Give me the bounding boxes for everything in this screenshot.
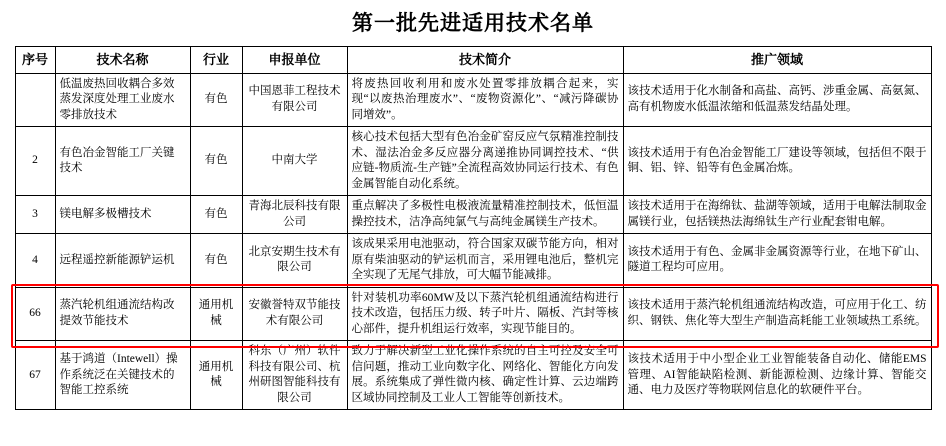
cell-desc: 核心技术包括大型有色冶金矿窑反应气氛精准控制技术、湿法冶金多反应器分离递推协同调控技术、“供应链-物质流-生产链”全流程高效协同运行技术、有色金属智能自动化系统。 (347, 127, 623, 196)
cell-name: 远程遥控新能源铲运机 (55, 234, 190, 288)
cell-industry: 有色 (190, 196, 242, 234)
cell-unit: 青海北辰科技有限公司 (242, 196, 347, 234)
table-row (15, 341, 931, 410)
cell-area: 该技术适用于化水制备和高盐、高钙、涉重金属、高氨氮、高有机物废水低温浓缩和低温蒸发结晶处理。 (623, 73, 931, 127)
table-row-highlighted (15, 287, 931, 341)
cell-industry: 有色 (190, 127, 242, 196)
col-header-area: 推广领域 (623, 47, 931, 74)
cell-name: 基于鸿道（Intewell）操作系统泛在关键技术的智能工控系统 (55, 341, 190, 410)
cell-area: 该技术适用于在海绵钛、盐湖等领域，适用于电解法制取金属镁行业，包括镁热法海绵钛生产行业配套钳电解。 (623, 196, 931, 234)
cell-industry: 通用机械 (190, 287, 242, 341)
cell-unit: 中国恩菲工程技术有限公司 (242, 73, 347, 127)
cell-num: 4 (15, 234, 55, 288)
cell-num: 67 (15, 341, 55, 410)
cell-area: 该技术适用于有色、金属非金属资源等行业，在地下矿山、隧道工程均可应用。 (623, 234, 931, 288)
tech-list-table (15, 46, 932, 410)
cell-industry: 通用机械 (190, 341, 242, 410)
cell-unit: 北京安期生技术有限公司 (242, 234, 347, 288)
cell-num: 66 (15, 287, 55, 341)
cell-desc: 将废热回收利用和废水处置零排放耦合起来，实现“以废热治理废水”、“废物资源化”、“减污降碳协同增效”。 (347, 73, 623, 127)
cell-name: 有色冶金智能工厂关键技术 (55, 127, 190, 196)
cell-desc: 针对装机功率60MW及以下蒸汽轮机组通流结构进行技术改造，包括压力级、转子叶片、隔板、汽封等核心部件，提升机组运行效率，实现节能目的。 (347, 287, 623, 341)
table-row (15, 127, 931, 196)
cell-area: 该技术适用于有色冶金智能工厂建设等领域，包括但不限于铜、铝、锌、铅等有色金属冶炼。 (623, 127, 931, 196)
cell-area: 该技术适用于蒸汽轮机组通流结构改造，可应用于化工、纺织、钢铁、焦化等大型生产制造高耗能工业领域热工系统。 (623, 287, 931, 341)
cell-name: 蒸汽轮机组通流结构改提效节能技术 (55, 287, 190, 341)
cell-unit: 科东（广州）软件科技有限公司、杭州研图智能科技有限公司 (242, 341, 347, 410)
col-header-desc: 技术简介 (347, 47, 623, 74)
cell-unit: 中南大学 (242, 127, 347, 196)
cell-desc: 重点解决了多极性电极液流量精准控制技术，低恒温操控技术，洁净高纯氯气与高纯金属镁生产技术。 (347, 196, 623, 234)
cell-unit: 安徽誉特双节能技术有限公司 (242, 287, 347, 341)
cell-desc: 致力于解决新型工业化操作系统的自主可控及安全可信问题，推动工业向数字化、网络化、智能化方向发展。系统集成了弹性微内核、确定性计算、云边端跨区域协同控制及工业人工智能等创新技术。 (347, 341, 623, 410)
table-row (15, 73, 931, 127)
table-header-row (15, 47, 931, 74)
table-row (15, 234, 931, 288)
cell-name: 镁电解多极槽技术 (55, 196, 190, 234)
page-title: 第一批先进适用技术名单 (352, 11, 594, 35)
cell-num: 2 (15, 127, 55, 196)
col-header-industry: 行业 (190, 47, 242, 74)
cell-industry: 有色 (190, 234, 242, 288)
cell-num (15, 73, 55, 127)
cell-name: 低温废热回收耦合多效蒸发深度处理工业废水零排放技术 (55, 73, 190, 127)
table-row (15, 196, 931, 234)
col-header-num: 序号 (15, 47, 55, 74)
col-header-name: 技术名称 (55, 47, 190, 74)
cell-desc: 该成果采用电池驱动，符合国家双碳节能方向，相对原有柴油驱动的铲运机而言，采用锂电池后，整机完全实现了无尾气排放，可大幅节能减排。 (347, 234, 623, 288)
cell-num: 3 (15, 196, 55, 234)
cell-area: 该技术适用于中小型企业工业智能装备自动化、储能EMS管理、AI智能缺陷检测、新能源检测、边缘计算、智能交通、电力及医疗等物联网信息化的软硬件平台。 (623, 341, 931, 410)
cell-industry: 有色 (190, 73, 242, 127)
col-header-unit: 申报单位 (242, 47, 347, 74)
